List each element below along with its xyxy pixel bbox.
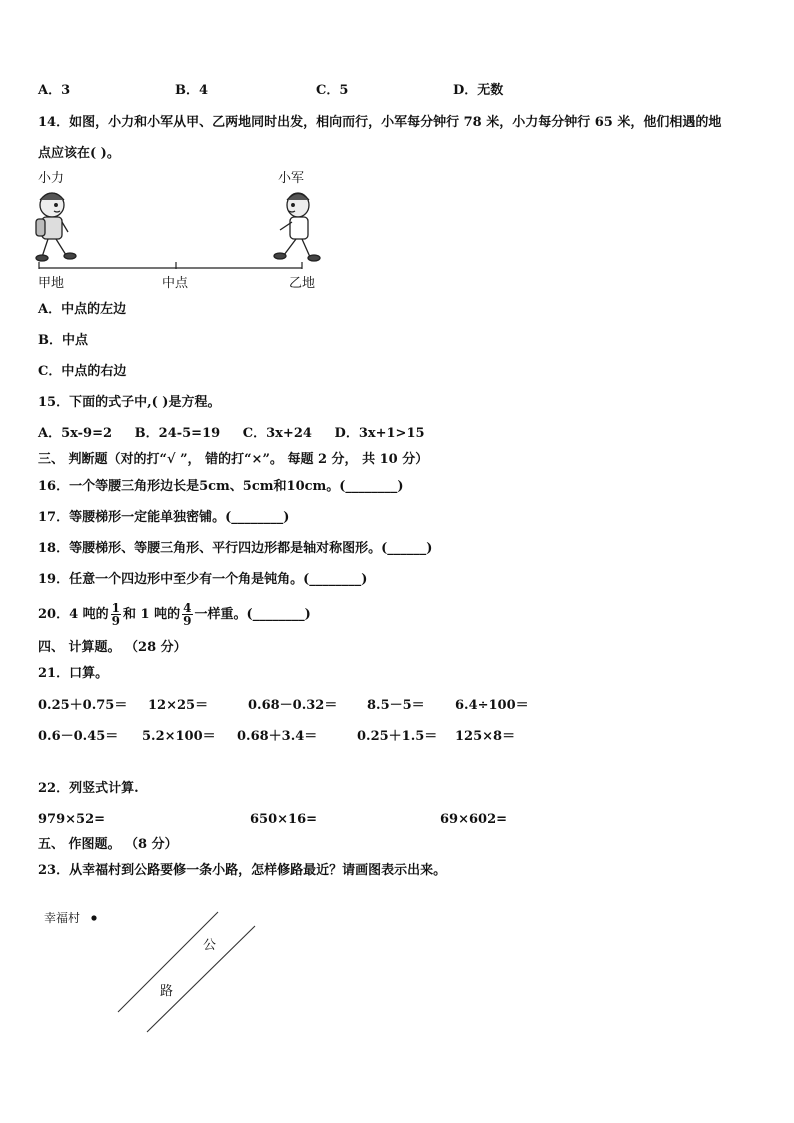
- q13-option-d: D．无数: [453, 83, 504, 98]
- figure-label-jiadi: 甲地: [38, 276, 65, 291]
- q14-option-b: B．中点: [38, 333, 88, 348]
- q20-suffix: 一样重。(________): [194, 607, 311, 622]
- q22-title: 22．列竖式计算.: [38, 781, 139, 796]
- calc-r1-c1: 0.25＋0.75＝: [38, 698, 128, 713]
- section4-heading: 四、 计算题。 （28 分）: [38, 640, 187, 655]
- section5-heading: 五、 作图题。 （8 分）: [38, 837, 178, 852]
- calc-r1-c4: 8.5－5＝: [367, 698, 425, 713]
- q17-text: 17．等腰梯形一定能单独密铺。(________): [38, 510, 290, 525]
- q13-option-c: C．5: [316, 83, 349, 98]
- q20-middle: 和 1 吨的: [123, 607, 181, 622]
- figure-label-yidi: 乙地: [289, 276, 316, 291]
- q14-text-line1: 14．如图，小力和小军从甲、乙两地同时出发，相向而行，小军每分钟行 78 米，小力每分钟行 65 米，他们相遇的地: [38, 115, 722, 130]
- boy-right-icon: [274, 193, 320, 261]
- calc-r1-c2: 12×25＝: [148, 698, 209, 713]
- calc-r1-c3: 0.68－0.32＝: [248, 698, 338, 713]
- q13-option-a: A．3: [38, 83, 71, 98]
- q14-option-a: A．中点的左边: [38, 302, 127, 317]
- figure-label-xiaoli: 小力: [38, 171, 65, 186]
- q14-text-line2: 点应该在( )。: [38, 146, 120, 161]
- figure-label-midpoint: 中点: [162, 276, 189, 291]
- calc-r2-c4: 0.25＋1.5＝: [357, 729, 438, 744]
- fraction-four-ninths: $\frac{4}{9}$: [183, 601, 192, 628]
- road-char-lu: 路: [160, 984, 174, 999]
- q19-text: 19．任意一个四边形中至少有一个角是钝角。(________): [38, 572, 368, 587]
- q18-text: 18．等腰梯形、等腰三角形、平行四边形都是轴对称图形。(______): [38, 541, 433, 556]
- q22-item-3: 69×602=: [440, 812, 508, 827]
- q23-text: 23．从幸福村到公路要修一条小路，怎样修路最近？请画图表示出来。: [38, 863, 447, 878]
- q22-item-1: 979×52=: [38, 812, 106, 827]
- q15-text: 15．下面的式子中,( )是方程。: [38, 395, 221, 410]
- route-line: [38, 262, 308, 274]
- road-lines: [115, 910, 260, 1035]
- q15-options: A．5x-9=2 B．24-5=19 C．3x+24 D．3x+1>15: [38, 426, 425, 441]
- village-label: 幸福村: [44, 911, 81, 925]
- calc-r2-c3: 0.68＋3.4＝: [237, 729, 318, 744]
- q14-option-c: C．中点的右边: [38, 364, 127, 379]
- q21-title: 21．口算。: [38, 666, 109, 681]
- road-char-gong: 公: [203, 938, 217, 953]
- fraction-one-ninth: $\frac{1}{9}$: [111, 601, 121, 628]
- calc-r2-c1: 0.6－0.45＝: [38, 729, 119, 744]
- calc-r1-c5: 6.4÷100＝: [455, 698, 529, 713]
- calc-r2-c2: 5.2×100＝: [142, 729, 216, 744]
- boy-left-icon: [36, 193, 76, 261]
- calc-r2-c5: 125×8＝: [455, 729, 516, 744]
- section3-heading: 三、 判断题（对的打“√ ”， 错的打“×”。 每题 2 分， 共 10 分）: [38, 452, 429, 467]
- village-point-icon: [90, 914, 98, 922]
- q20-text: [38, 600, 311, 630]
- walking-boys-illustration: [30, 188, 330, 268]
- q13-option-b: B．4: [175, 83, 209, 98]
- q22-item-2: 650×16=: [250, 812, 318, 827]
- q20-prefix: 20．4 吨的: [38, 607, 109, 622]
- q16-text: 16．一个等腰三角形边长是5cm、5cm和10cm。(________): [38, 479, 404, 494]
- figure-label-xiaojun: 小军: [278, 171, 305, 186]
